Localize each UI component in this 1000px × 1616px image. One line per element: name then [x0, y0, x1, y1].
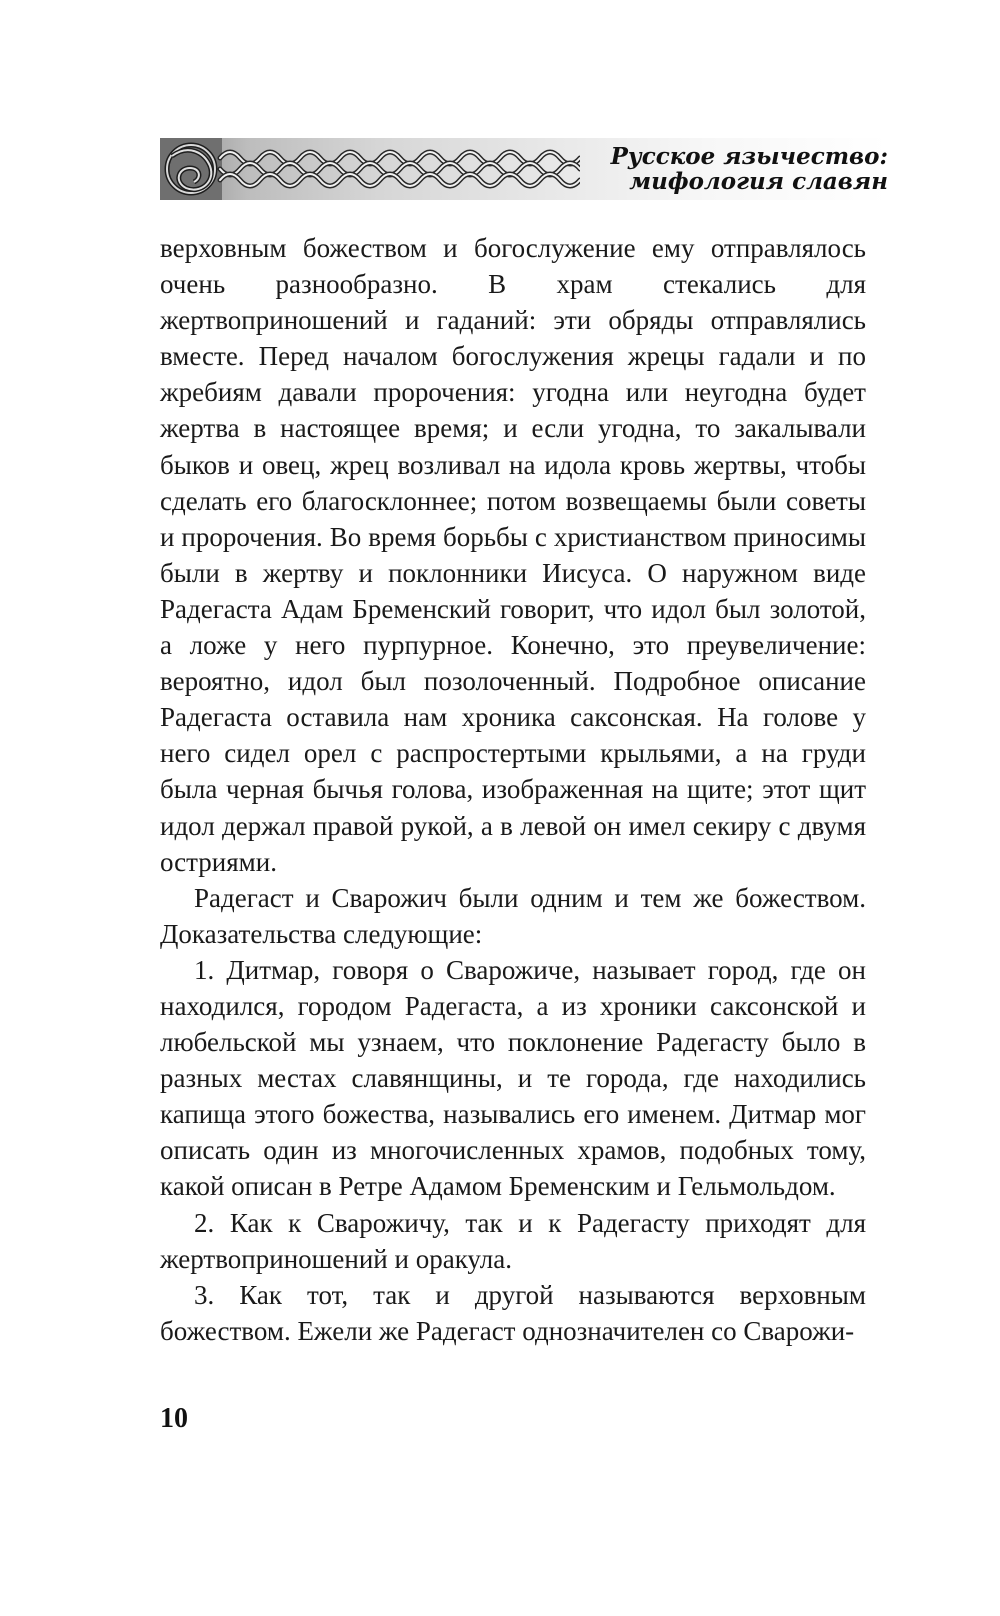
list-item: 3. Как тот, так и другой называются верховным божеством. Ежели же Радегаст однозначителен со Сварожи-	[160, 1279, 866, 1346]
running-title	[558, 144, 888, 194]
list-item: 1. Дитмар, говоря о Сварожиче, называет город, где он находился, городом Радегаста, а из хроники саксонской и любельской мы узнаем, что поклонение Радегасту было в разных местах славянщины, и те города, где находились капища этого божества, назывались его именем. Дитмар мог описать один из многочисленных храмов, подобных тому, какой описан в Ретре Адамом Бременским и Гельмольдом.	[160, 954, 866, 1202]
body-text	[160, 230, 866, 1349]
list-item: 2. Как к Сварожичу, так и к Радегасту приходят для жертвоприношений и оракула.	[160, 1207, 866, 1274]
header-band	[160, 138, 888, 200]
running-title-line-2: мифология славян	[629, 168, 888, 195]
braided-knot-ornament-icon	[160, 138, 580, 200]
paragraph: верховным божеством и богослужение ему отправлялось очень разнообразно. В храм стекались для жертвоприношений и гаданий: эти обряды отправлялись вместе. Перед началом богослужения жрецы гадали и по жребиям давали пророчения: угодна или неугодна будет жертва в настоящее время; и если угодна, то закалывали быков и овец, жрец возливал на идола кровь жертвы, чтобы сделать его благосклоннее; потом возвещаемы были советы и пророчения. Во время борьбы с христианством приносимы были в жертву и поклонники Иисуса. О наружном виде Радегаста Адам Бременский говорит, что идол был золотой, а ложе у него пурпурное. Конечно, это преувеличение: вероятно, идол был позолоченный. Подробное описание Радегаста оставила нам хроника саксонская. На голове у него сидел орел с распростертыми крыльями, а на груди была черная бычья голова, изображенная на щите; этот щит идол держал правой рукой, а в левой он имел секиру с двумя остриями.	[160, 233, 866, 877]
paragraph: Радегаст и Сварожич были одним и тем же божеством. Доказательства следующие:	[160, 882, 866, 949]
running-title-line-1: Русское язычество:	[610, 143, 888, 170]
page-number: 10	[160, 1403, 188, 1434]
